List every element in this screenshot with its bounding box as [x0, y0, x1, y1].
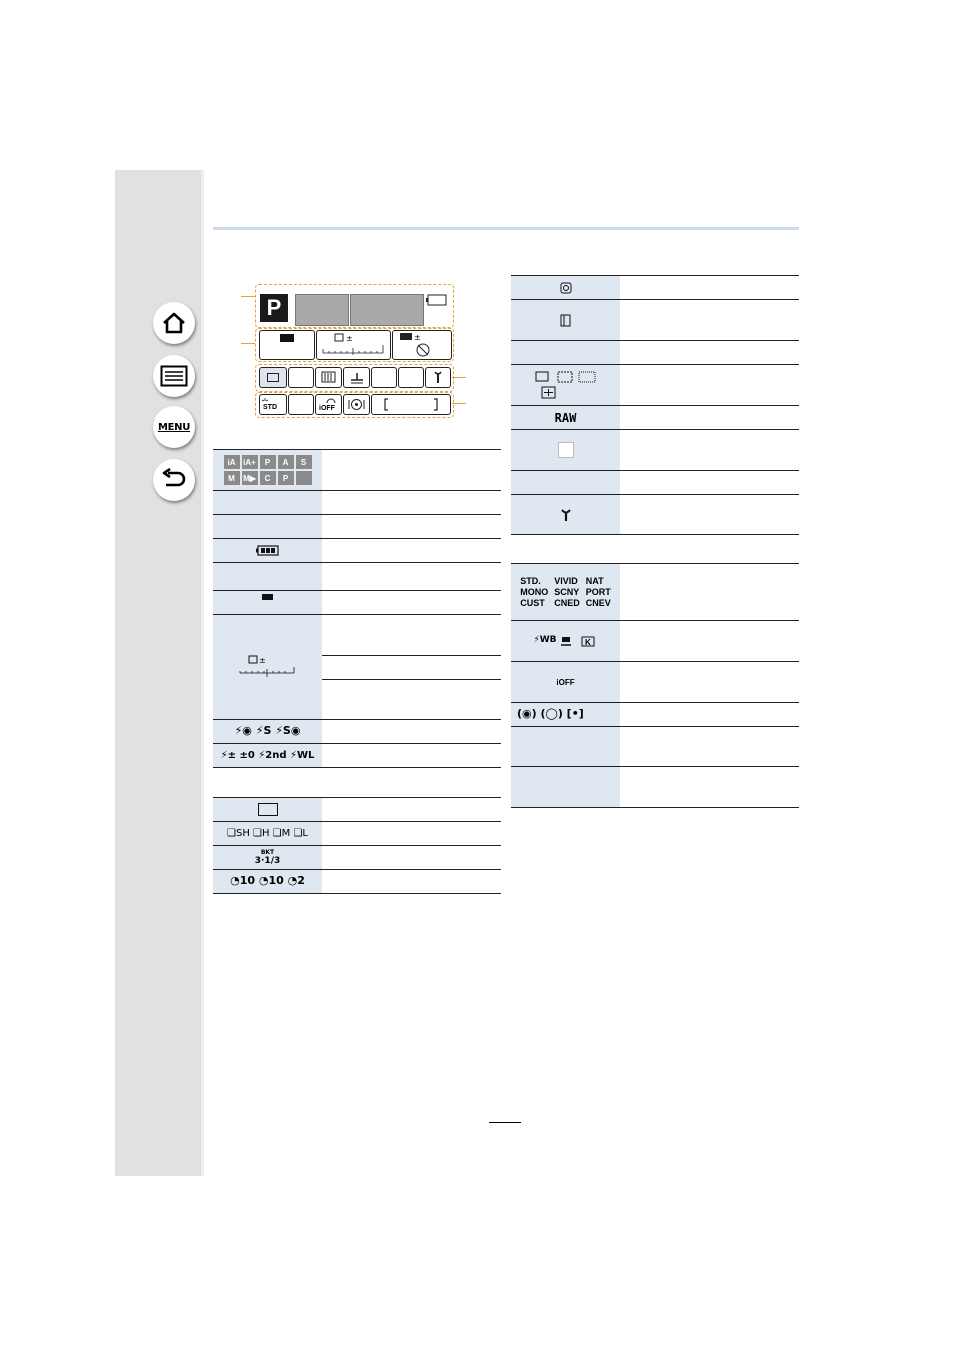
table-row-white-balance	[511, 621, 799, 662]
quality-fine-box	[343, 367, 370, 388]
metering-box	[343, 394, 370, 415]
flash-adjust-icons: ⚡± ±0 ⚡2nd ⚡WL	[213, 744, 322, 767]
row-desc	[322, 515, 501, 538]
table-row	[511, 341, 799, 365]
svg-text:±: ±	[258, 655, 266, 665]
table-row-stabilizer	[511, 276, 799, 300]
metering-icon	[344, 395, 369, 414]
picture-size-box	[288, 367, 314, 388]
ioff-label: iOFF	[511, 662, 620, 702]
table-row-self-timer	[213, 870, 501, 894]
table-row-i-dynamic	[511, 662, 799, 703]
wb-icons	[560, 635, 598, 647]
iso-value-block	[280, 334, 294, 342]
row-key	[213, 491, 322, 514]
mode-ia-icon: iA	[224, 455, 240, 469]
row-desc	[620, 767, 799, 807]
style-port: PORT	[585, 587, 611, 597]
style-scny: SCNY	[554, 587, 580, 597]
home-icon	[161, 311, 187, 335]
row-desc	[322, 870, 501, 893]
row-key	[213, 539, 322, 562]
mode-s-icon: S	[296, 455, 312, 469]
self-timer-icons: ◔10 ◔10 ◔2	[213, 870, 322, 893]
stabilizer-icon	[560, 282, 572, 294]
row-key	[511, 341, 620, 364]
quality-box	[315, 367, 342, 388]
row-desc	[620, 365, 799, 405]
photo-style-box	[259, 394, 287, 415]
style-nat: NAT	[585, 576, 604, 586]
table-row-picture-size	[511, 430, 799, 471]
back-button[interactable]	[153, 459, 195, 501]
row-key	[511, 535, 620, 563]
style-mono: MONO	[520, 587, 549, 597]
home-button[interactable]	[153, 302, 195, 344]
svg-text:±: ±	[346, 334, 353, 343]
menu-button[interactable]	[153, 406, 195, 448]
af-bracket-icon	[372, 395, 450, 414]
fine-icon	[344, 368, 369, 387]
page-number-underline	[489, 1122, 521, 1123]
menu-label: MENU	[157, 421, 191, 433]
table-row-card	[511, 300, 799, 341]
quality-icon	[316, 368, 341, 387]
photo-style-std-icon	[260, 395, 286, 414]
row-desc	[322, 846, 501, 869]
row-key	[511, 471, 620, 494]
table-row	[511, 535, 799, 564]
row-key	[511, 365, 620, 405]
flash-off-icon	[393, 331, 451, 359]
mode-a-icon: A	[278, 455, 294, 469]
table-row-battery	[213, 539, 501, 563]
table-row-photo-style	[511, 564, 799, 621]
flash-mode-icons: ⚡◉ ⚡S ⚡S◉	[213, 720, 322, 743]
row-key	[511, 727, 620, 766]
callout-line-1	[241, 296, 255, 297]
table-row-metering	[511, 703, 799, 727]
table-row-bracket	[213, 846, 501, 870]
focus-frame-box	[371, 394, 451, 415]
table-row	[213, 768, 501, 798]
table-row-single	[213, 798, 501, 822]
row-desc	[620, 276, 799, 299]
row-desc	[322, 822, 501, 845]
row-desc	[620, 662, 799, 702]
row-desc	[620, 621, 799, 661]
svg-text:±: ±	[414, 333, 421, 342]
table-row	[511, 471, 799, 495]
table-row	[511, 767, 799, 808]
row-key	[511, 300, 620, 340]
mode-movie-icon: M▶	[242, 471, 258, 485]
metering-icons: (◉) (◯) [•]	[511, 703, 620, 726]
single-shot-icon	[258, 803, 278, 816]
row-key	[213, 591, 322, 614]
row-key	[213, 563, 322, 590]
wrench-icon	[561, 508, 571, 522]
row-key	[511, 621, 620, 661]
row-desc	[322, 539, 501, 562]
sidebar-edge	[201, 170, 204, 1176]
row-desc	[620, 535, 799, 563]
row-desc	[620, 703, 799, 726]
ioff-box	[315, 394, 342, 415]
raw-label: RAW	[511, 406, 620, 429]
callout-line-3	[452, 377, 466, 378]
row-desc	[322, 563, 501, 590]
mode-custom-icon: C	[260, 471, 276, 485]
af-mode-icons	[533, 370, 599, 400]
svg-text:STD: STD	[263, 404, 277, 411]
exposure-scale-icon	[317, 331, 390, 359]
row-desc	[620, 471, 799, 494]
row-desc	[322, 798, 501, 821]
mode-scene-icon	[296, 471, 312, 485]
recording-box	[259, 367, 287, 388]
rec-icon	[267, 373, 279, 382]
callout-line-4	[452, 403, 466, 404]
burst-mode-icons: ❑SH ❑H ❑M ❑L	[213, 822, 322, 845]
iso-block-icon	[262, 594, 273, 600]
picture-size-icon	[558, 442, 574, 458]
battery-icon	[426, 294, 448, 306]
i-dynamic-off-icon	[316, 395, 341, 414]
wb-box	[288, 394, 314, 415]
exposure-meter-icon	[238, 655, 298, 681]
bkt-value: 3·1/3	[254, 856, 281, 866]
mode-icon-grid	[224, 455, 312, 485]
mode-m-icon: M	[224, 471, 240, 485]
svg-text:iOFF: iOFF	[319, 405, 335, 412]
row-desc	[620, 430, 799, 470]
row-key	[213, 515, 322, 538]
aperture-area	[350, 294, 424, 326]
style-cust: CUST	[520, 598, 545, 608]
row-desc	[620, 406, 799, 429]
style-vivid: VIVID	[554, 576, 578, 586]
custom-setting-box	[425, 367, 451, 388]
callout-line-2	[241, 343, 255, 344]
mode-ia-plus-icon: iA+	[242, 455, 258, 469]
row-desc	[322, 720, 501, 743]
table-row-modes	[213, 450, 501, 491]
row-key	[511, 430, 620, 470]
exposure-meter-cell	[213, 615, 322, 720]
row-desc	[620, 300, 799, 340]
af-area-box	[371, 367, 397, 388]
row-key	[511, 276, 620, 299]
mode-indicator: P	[260, 294, 288, 322]
row-desc	[322, 491, 501, 514]
style-cnev: CNEV	[585, 598, 611, 608]
bkt-label: BKT	[260, 849, 275, 856]
table-row-flash-adjust	[213, 744, 501, 768]
battery-icon	[256, 545, 280, 556]
iso-box	[259, 330, 315, 360]
bracket-cell	[213, 846, 322, 869]
flash-box	[392, 330, 452, 360]
table-row-flash-mode	[213, 720, 501, 744]
header-rule	[213, 227, 799, 230]
blank-box	[398, 367, 424, 388]
list-icon	[160, 365, 188, 387]
row-key	[511, 564, 620, 620]
row-key	[511, 495, 620, 534]
shutter-area	[295, 294, 349, 326]
row-divider	[322, 655, 501, 656]
table-row-iso	[213, 591, 501, 615]
row-desc	[620, 341, 799, 364]
photo-style-grid	[520, 576, 611, 608]
row-desc	[322, 450, 501, 490]
table-row-custom	[511, 495, 799, 535]
row-desc	[322, 768, 501, 797]
row-key	[511, 767, 620, 807]
style-std: STD.	[520, 576, 541, 586]
table-row-raw	[511, 406, 799, 430]
table-row-burst	[213, 822, 501, 846]
card-icon	[560, 314, 571, 327]
table-row	[213, 515, 501, 539]
row-key	[213, 798, 322, 821]
row-desc	[322, 591, 501, 614]
table-row	[213, 491, 501, 515]
table-row	[511, 727, 799, 767]
row-key	[213, 768, 322, 797]
mode-panorama-icon: P	[278, 471, 294, 485]
wrench-icon	[426, 368, 450, 387]
exposure-comp-box	[316, 330, 391, 360]
row-desc	[620, 564, 799, 620]
row-desc	[322, 744, 501, 767]
contents-button[interactable]	[153, 355, 195, 397]
wb-flash-label: ⚡WB	[533, 635, 557, 646]
table-row-af-modes	[511, 365, 799, 406]
row-desc	[620, 727, 799, 766]
mode-p-icon: P	[260, 455, 276, 469]
mode-icons-cell	[213, 450, 322, 490]
row-divider	[322, 679, 501, 680]
row-desc	[620, 495, 799, 534]
style-cned: CNED	[554, 598, 580, 608]
svg-text:K: K	[584, 638, 591, 647]
back-arrow-icon	[160, 468, 188, 492]
table-row	[213, 563, 501, 591]
